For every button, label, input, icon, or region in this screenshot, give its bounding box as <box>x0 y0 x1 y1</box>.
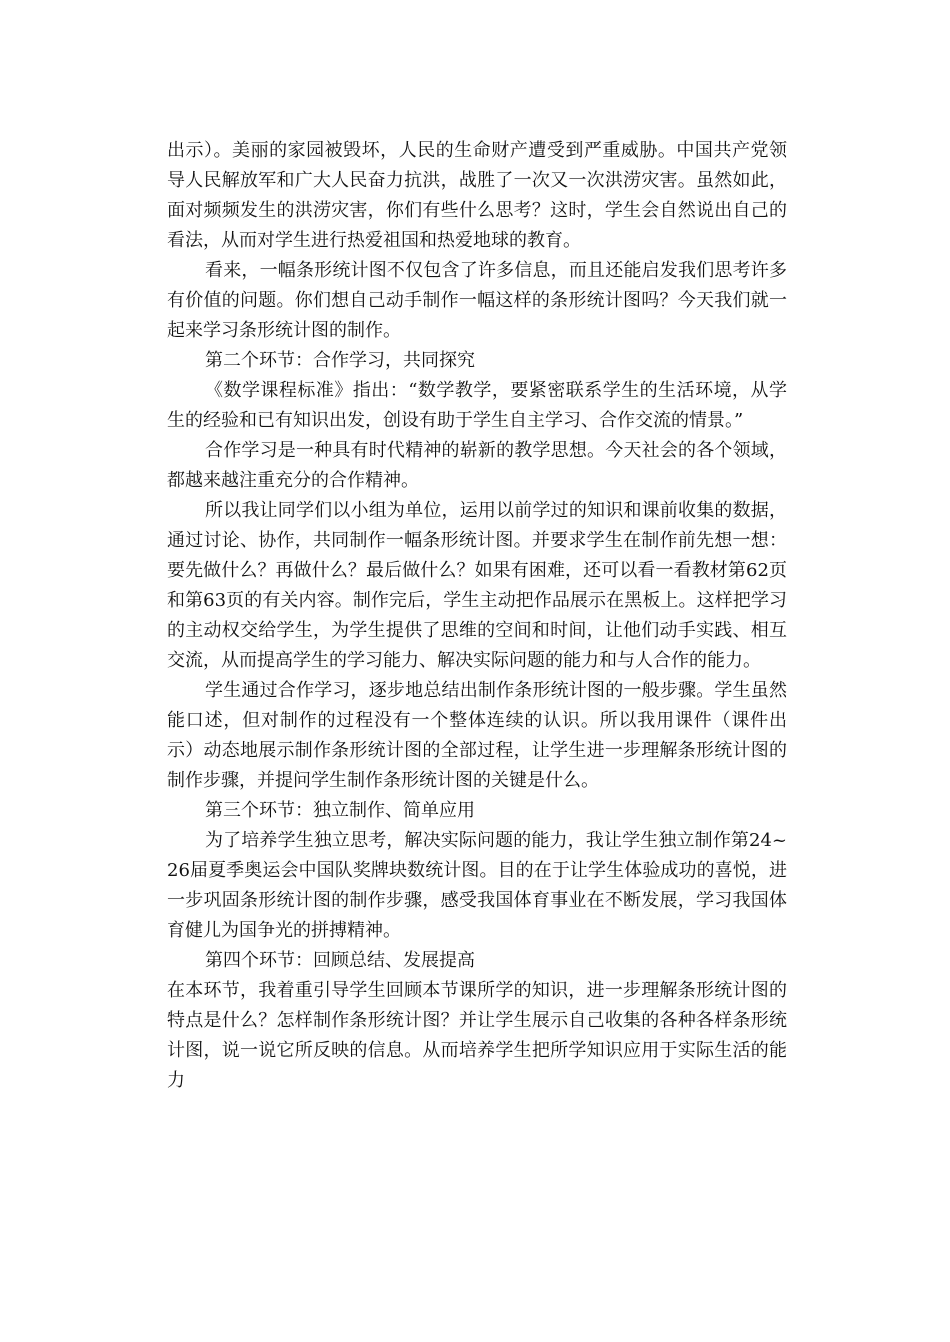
paragraph-independent-practice: 为了培养学生独立思考，解决实际问题的能力，我让学生独立制作第24~26届夏季奥运会中国队奖牌块数统计图。目的在于让学生体验成功的喜悦，进一步巩固条形统计图的制作步骤，感受我国体育事业在不断发展，学习我国体育健儿为国争光的拼搏精神。 <box>167 830 787 941</box>
paragraph-review-summary: 在本环节，我着重引导学生回顾本节课所学的知识，进一步理解条形统计图的特点是什么？怎样制作条形统计图？并让学生展示自己收集的各种各样条形统计图，说一说它所反映的信息。从而培养学生把所学知识应用于实际生活的能力 <box>167 980 787 1091</box>
paragraph-cooperative-learning: 合作学习是一种具有时代精神的崭新的教学思想。今天社会的各个领域，都越来越注重充分的合作精神。 <box>167 440 787 491</box>
section-heading-4: 第四个环节：回顾总结、发展提高 <box>205 950 475 971</box>
paragraph-chart-intro: 看来，一幅条形统计图不仅包含了许多信息，而且还能启发我们思考许多有价值的问题。你们想自己动手制作一幅这样的条形统计图吗？今天我们就一起来学习条形统计图的制作。 <box>167 260 787 341</box>
document-body <box>167 136 787 1096</box>
section-heading-3: 第三个环节：独立制作、简单应用 <box>205 800 475 821</box>
paragraph-flood-discussion: 出示）。美丽的家园被毁坏，人民的生命财产遭受到严重威胁。中国共产党领导人民解放军和广大人民奋力抗洪，战胜了一次又一次洪涝灾害。虽然如此，面对频频发生的洪涝灾害，你们有些什么思考？这时，学生会自然说出自己的看法，从而对学生进行热爱祖国和热爱地球的教育。 <box>167 140 787 251</box>
paragraph-steps-summary: 学生通过合作学习，逐步地总结出制作条形统计图的一般步骤。学生虽然能口述，但对制作的过程没有一个整体连续的认识。所以我用课件（课件出示）动态地展示制作条形统计图的全部过程，让学生进一步理解条形统计图的制作步骤，并提问学生制作条形统计图的关键是什么。 <box>167 680 787 791</box>
section-heading-2: 第二个环节：合作学习，共同探究 <box>205 350 475 371</box>
paragraph-group-work: 所以我让同学们以小组为单位，运用以前学过的知识和课前收集的数据，通过讨论、协作，共同制作一幅条形统计图。并要求学生在制作前先想一想：要先做什么？再做什么？最后做什么？如果有困难，还可以看一看教材第62页和第63页的有关内容。制作完后，学生主动把作品展示在黑板上。这样把学习的主动权交给学生，为学生提供了思维的空间和时间，让他们动手实践、相互交流，从而提高学生的学习能力、解决实际问题的能力和与人合作的能力。 <box>167 500 787 671</box>
paragraph-curriculum-quote: 《数学课程标准》指出：“数学教学，要紧密联系学生的生活环境，从学生的经验和已有知识出发，创设有助于学生自主学习、合作交流的情景。” <box>167 380 787 431</box>
